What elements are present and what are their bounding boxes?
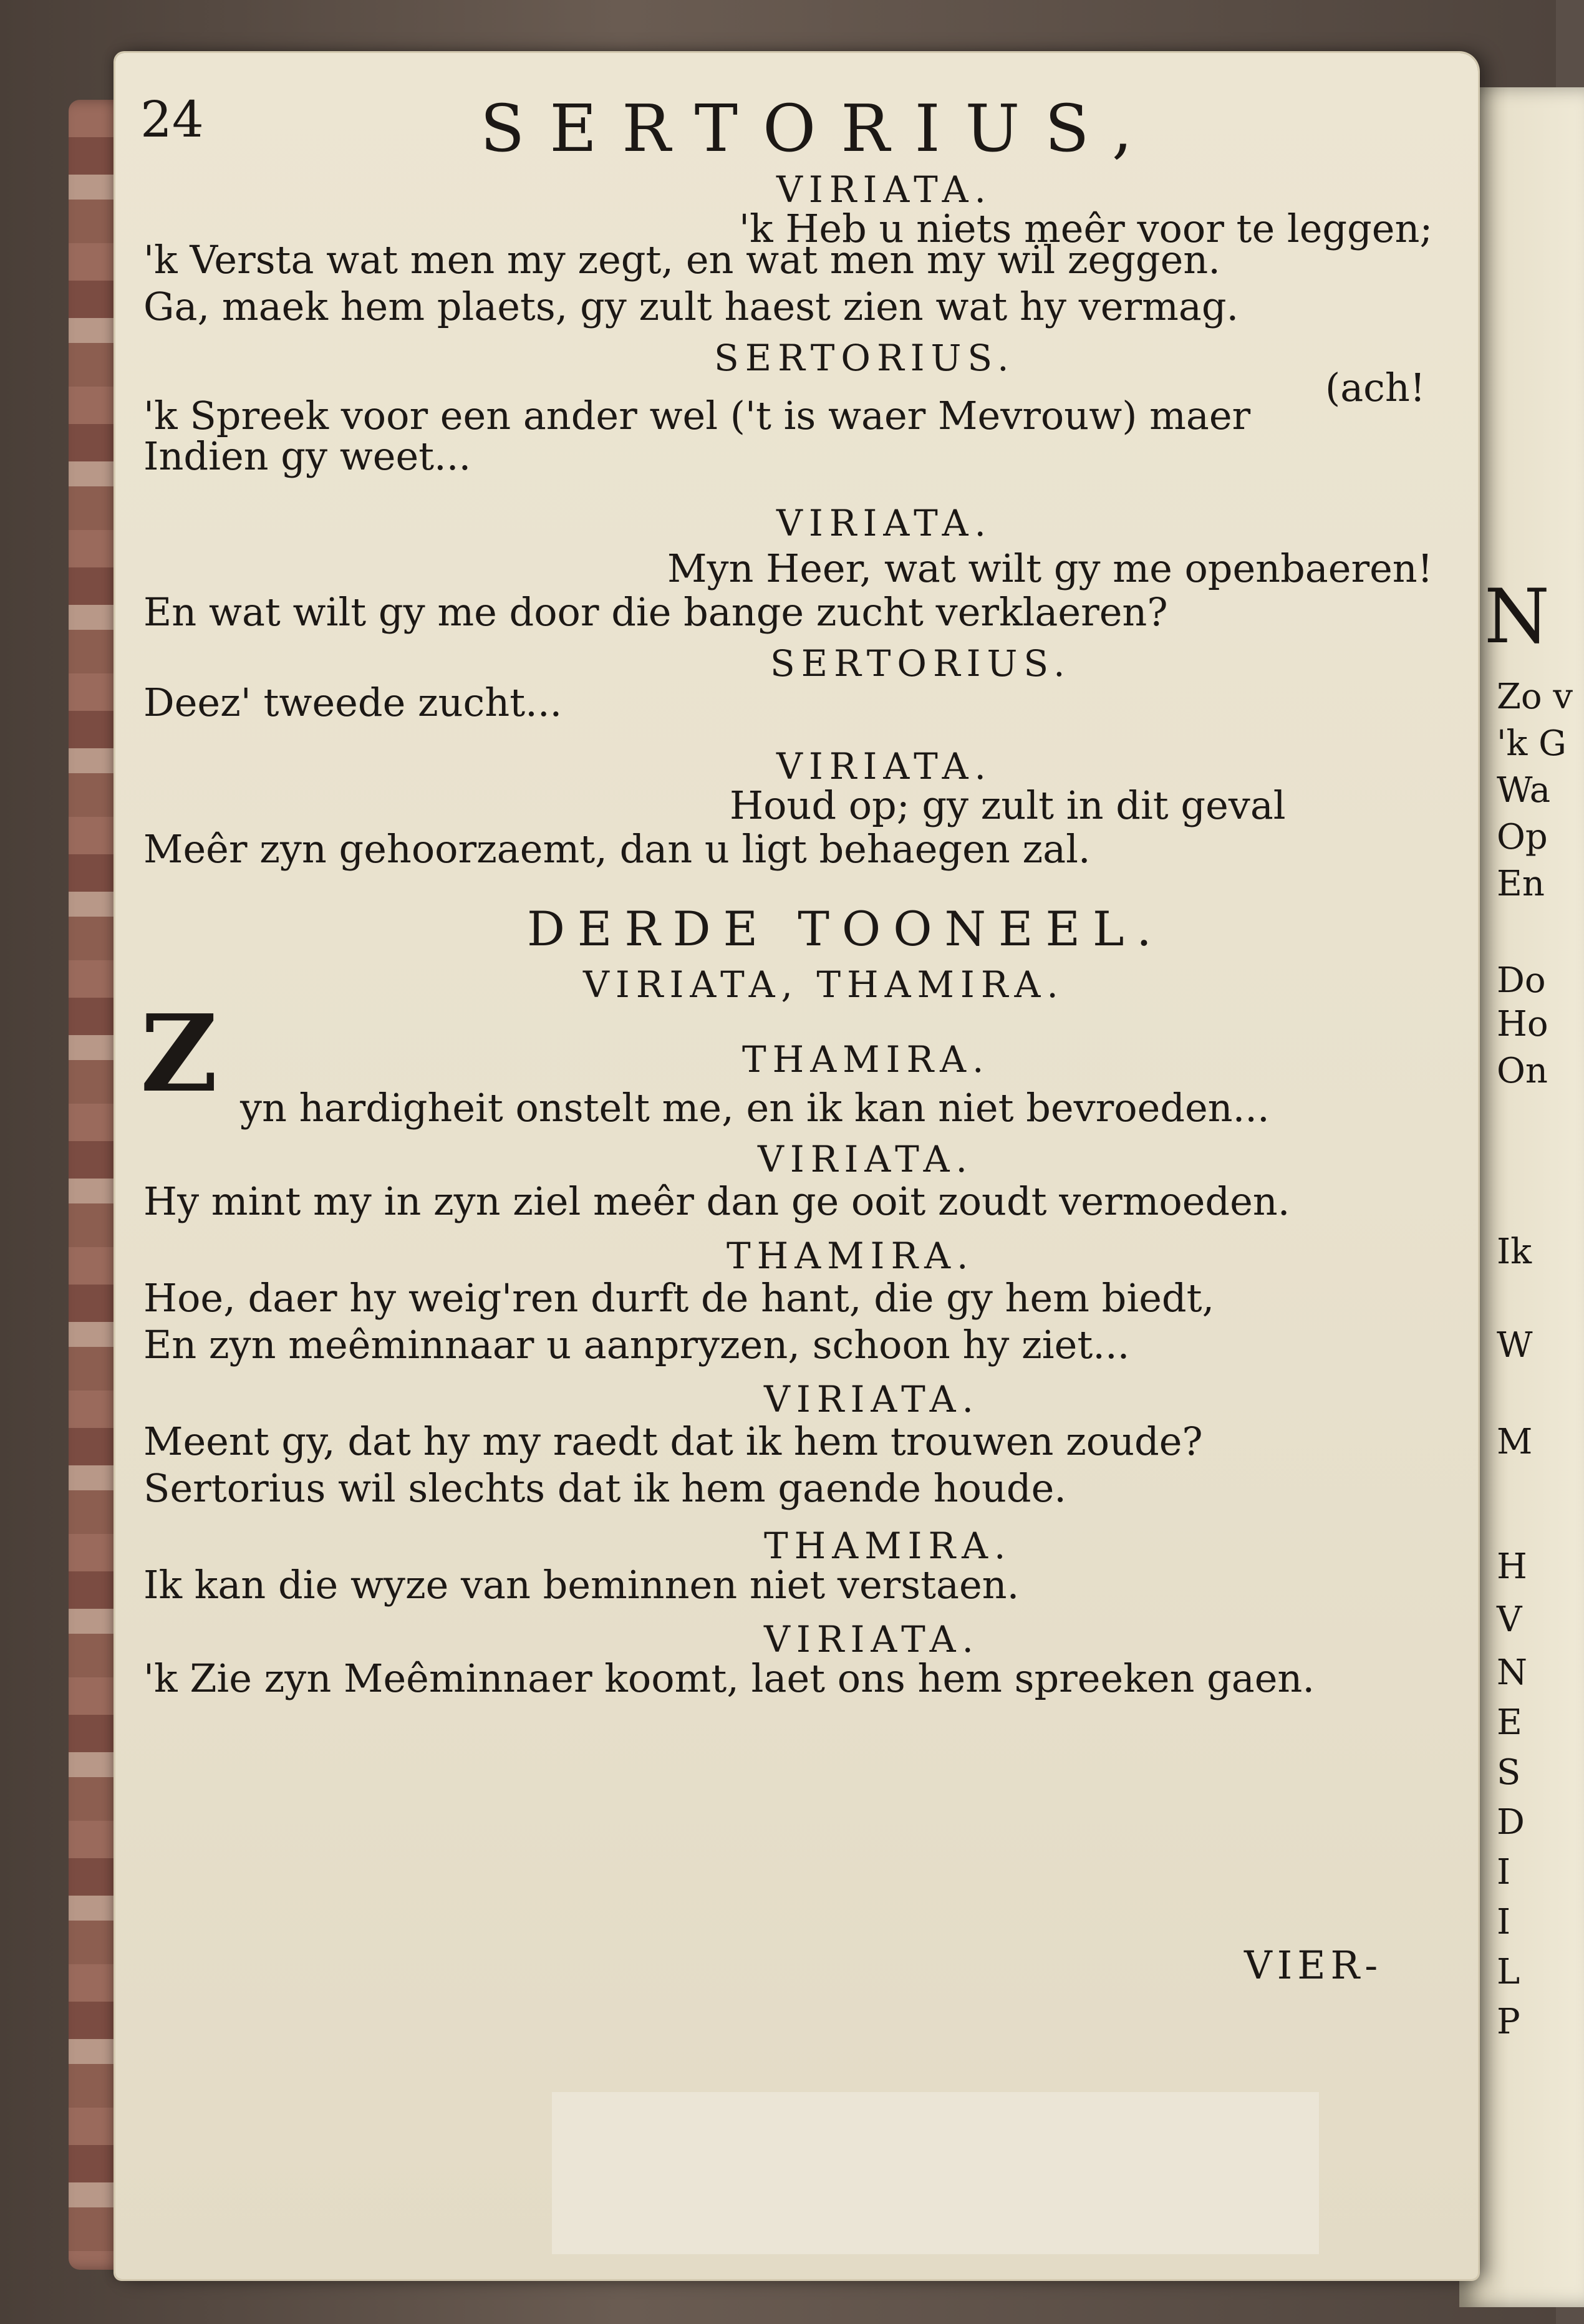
facing-page-fragment: I [1497,1902,1511,1942]
speaker-name: VIRIATA. [764,1618,980,1661]
facing-page-fragment: S [1497,1752,1521,1793]
verse-line: 'k Zie zyn Meêminnaer koomt, laet ons hem spreeken gaen. [143,1656,1315,1701]
verse-line: Myn Heer, wat wilt gy me openbaeren! [667,546,1433,591]
verse-line: Meêr zyn gehoorzaemt, dan u ligt behaegen zal. [143,826,1091,872]
verse-line: Meent gy, dat hy my raedt dat ik hem trouwen zoude? [143,1419,1203,1464]
verse-line: Hy mint my in zyn ziel meêr dan ge ooit zoudt vermoeden. [143,1179,1290,1224]
facing-page-fragment: En [1497,864,1545,904]
verse-line: 'k Versta wat men my zegt, en wat men my wil zeggen. [143,237,1220,282]
speaker-name: VIRIATA. [776,168,992,211]
facing-page-fragment: Zo v [1497,677,1573,717]
facing-page-fragment: E [1497,1702,1522,1743]
speaker-name: VIRIATA. [758,1138,973,1180]
speaker-name: VIRIATA. [776,502,992,544]
facing-page-fragment: Wa [1497,770,1551,811]
scene-title: DERDE TOONEEL. [527,901,1164,957]
running-head: SERTORIUS, [480,90,1157,166]
facing-page-fragment: D [1497,1802,1525,1843]
verse-line: Hoe, daer hy weig'ren durft de hant, die gy hem biedt, [143,1275,1215,1321]
light-glare [552,2092,1319,2254]
facing-page-fragment: Ik [1497,1232,1532,1272]
facing-page-fragment: On [1497,1051,1548,1091]
verse-line: 'k Heb u niets meêr voor te leggen; [739,206,1433,251]
verse-line: Ik kan die wyze van beminnen niet verstaen. [143,1562,1020,1608]
facing-page-fragment: P [1497,2002,1520,2042]
page-number: 24 [140,90,204,148]
page-text-block [115,53,1478,2279]
speaker-name: VIRIATA. [764,1378,980,1420]
facing-page-fragment: N [1497,1652,1527,1693]
verse-line: yn hardigheit onstelt me, en ik kan niet bevroeden... [240,1085,1270,1131]
facing-page-fragment: Op [1497,817,1548,857]
speaker-name: THAMIRA. [727,1235,975,1277]
verse-line: Deez' tweede zucht... [143,680,563,725]
facing-page-fragment: I [1497,1852,1511,1892]
catchword: VIER- [1244,1942,1383,1988]
facing-page [1459,87,1584,2307]
facing-page-fragment: M [1497,1422,1533,1462]
drop-cap: Z [140,991,218,1116]
verse-line: En wat wilt gy me door die bange zucht verklaeren? [143,589,1168,635]
verse-aside: (ach! [1325,365,1426,410]
facing-page-fragment: N [1484,574,1550,660]
speaker-name: SERTORIUS. [770,642,1071,685]
verse-line: Indien gy weet... [143,433,471,479]
speaker-name: THAMIRA. [742,1038,990,1081]
speaker-name: THAMIRA. [764,1525,1012,1567]
facing-page-fragment: L [1497,1952,1520,1992]
book-page [115,53,1478,2279]
facing-page-fragment: H [1497,1546,1527,1587]
verse-line: Sertorius wil slechts dat ik hem gaende houde. [143,1465,1066,1511]
scene-cast: VIRIATA, THAMIRA. [583,963,1065,1006]
verse-line: Houd op; gy zult in dit geval [730,783,1286,828]
facing-page-fragment: 'k G [1497,723,1567,764]
verse-line: Ga, maek hem plaets, gy zult haest zien wat hy vermag. [143,284,1239,329]
speaker-name: VIRIATA. [776,745,992,788]
facing-page-fragment: Do [1497,960,1546,1001]
verse-line: 'k Spreek voor een ander wel ('t is waer Mevrouw) maer [143,393,1251,438]
verse-line: En zyn meêminnaar u aanpryzen, schoon hy ziet... [143,1322,1130,1367]
facing-page-fragment: W [1497,1325,1533,1366]
facing-page-fragment: V [1497,1599,1522,1640]
facing-page-fragment: Ho [1497,1004,1548,1044]
speaker-name: SERTORIUS. [714,337,1015,379]
